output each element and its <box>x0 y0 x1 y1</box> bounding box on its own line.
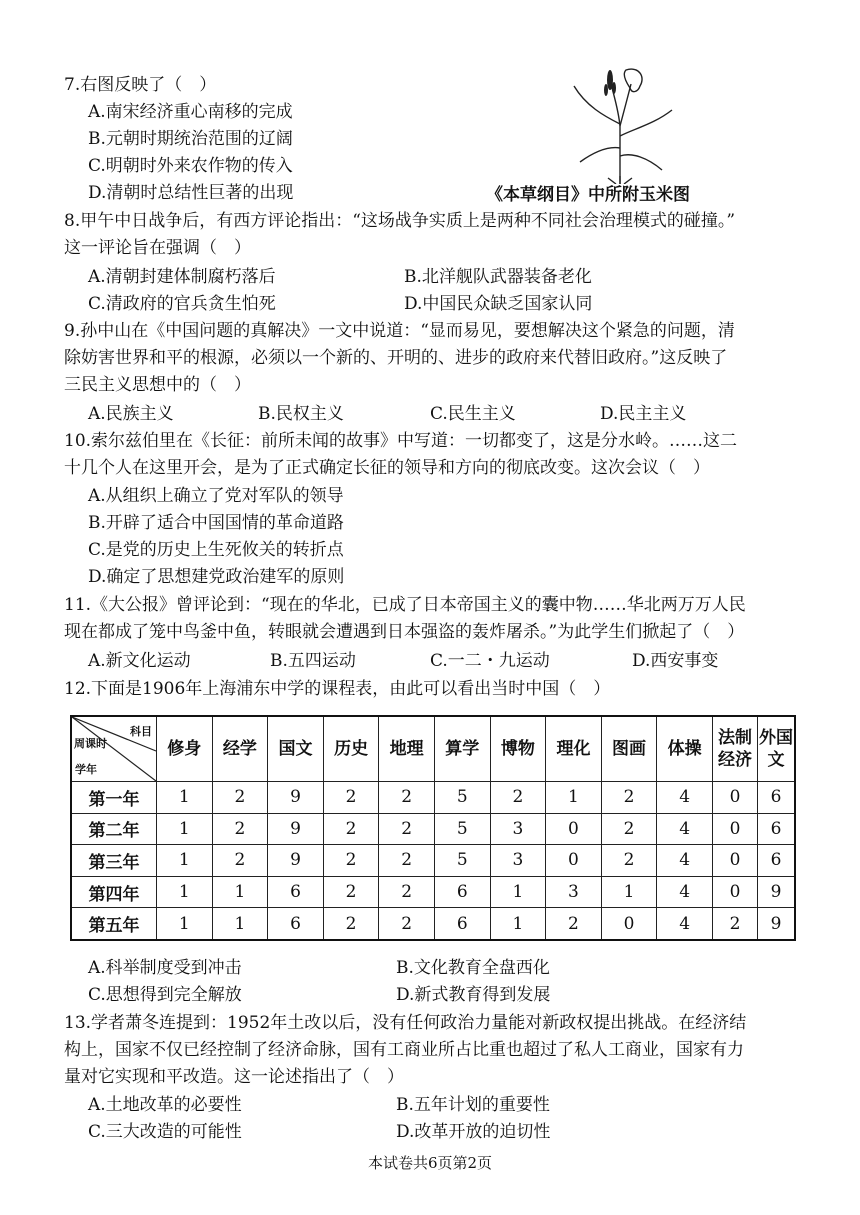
table-row <box>71 845 795 877</box>
q11-stem-line2: 现在都成了笼中鸟釜中鱼，转眼就会遭遇到日本强盗的轰炸屠杀。”为此学生们掀起了（ ） <box>64 622 745 642</box>
q13-stem-line1: 13.学者萧冬连提到：1952年土改以后，没有任何政治力量能对新政权提出挑战。在经济结 <box>64 1013 747 1033</box>
row-label: 第四年 <box>71 876 157 908</box>
table-cell: 6 <box>434 908 490 940</box>
column-header: 地理 <box>379 716 435 782</box>
q12-option-b: B.文化教育全盘西化 <box>396 958 550 978</box>
corner-subject-label: 科目 <box>130 725 152 738</box>
column-header: 博物 <box>490 716 546 782</box>
table-cell: 1 <box>157 813 213 845</box>
table-cell: 2 <box>323 782 379 814</box>
table-header-row <box>71 716 795 782</box>
row-label: 第五年 <box>71 908 157 940</box>
q8-stem-line1: 8.甲午中日战争后，有西方评论指出：“这场战争实质上是两种不同社会治理模式的碰撞。” <box>64 211 736 231</box>
table-cell: 0 <box>601 908 657 940</box>
column-header: 修身 <box>157 716 213 782</box>
table-cell: 1 <box>490 908 546 940</box>
q12-stem: 12.下面是1906年上海浦东中学的课程表，由此可以看出当时中国（ ） <box>64 679 611 699</box>
table-cell: 1 <box>157 845 213 877</box>
table-cell: 2 <box>212 813 268 845</box>
table-cell: 6 <box>434 876 490 908</box>
table-row <box>71 813 795 845</box>
table-cell: 1 <box>157 908 213 940</box>
q13-option-c: C.三大改造的可能性 <box>88 1122 242 1142</box>
q13-stem-line3: 量对它实现和平改造。这一论述指出了（ ） <box>64 1067 404 1087</box>
q7-option-b: B.元朝时期统治范围的辽阔 <box>88 129 293 149</box>
table-cell: 3 <box>546 876 602 908</box>
q12-option-c: C.思想得到完全解放 <box>88 985 242 1005</box>
table-cell: 0 <box>713 813 758 845</box>
table-cell: 5 <box>434 845 490 877</box>
column-header: 理化 <box>546 716 602 782</box>
column-header: 经学 <box>212 716 268 782</box>
corner-hours-label: 周课时 <box>74 737 107 750</box>
q8-stem-line2: 这一评论旨在强调（ ） <box>64 238 251 258</box>
row-label: 第一年 <box>71 782 157 814</box>
q13-option-b: B.五年计划的重要性 <box>396 1095 550 1115</box>
table-cell: 1 <box>601 876 657 908</box>
q13-option-d: D.改革开放的迫切性 <box>396 1122 551 1142</box>
table-cell: 4 <box>657 845 713 877</box>
q9-option-d: D.民主主义 <box>600 404 687 424</box>
q8-option-d: D.中国民众缺乏国家认同 <box>404 294 593 314</box>
table-cell: 9 <box>758 908 796 940</box>
q10-option-b: B.开辟了适合中国国情的革命道路 <box>88 513 344 533</box>
table-cell: 6 <box>758 845 796 877</box>
q10-option-c: C.是党的历史上生死攸关的转折点 <box>88 540 344 560</box>
table-cell: 9 <box>758 876 796 908</box>
table-cell: 5 <box>434 782 490 814</box>
table-cell: 2 <box>212 782 268 814</box>
q12-option-a: A.科举制度受到冲击 <box>88 958 242 978</box>
table-cell: 2 <box>323 845 379 877</box>
table-cell: 6 <box>758 813 796 845</box>
q7-option-c: C.明朝时外来农作物的传入 <box>88 156 293 176</box>
q7-stem: 7.右图反映了（ ） <box>64 75 217 95</box>
q13-stem-line2: 构上，国家不仅已经控制了经济命脉，国有工商业所占比重也超过了私人工商业，国家有力 <box>64 1040 744 1060</box>
table-cell: 1 <box>157 782 213 814</box>
table-cell: 2 <box>323 876 379 908</box>
table-cell: 2 <box>379 908 435 940</box>
table-cell: 2 <box>713 908 758 940</box>
q10-option-d: D.确定了思想建党政治建军的原则 <box>88 567 345 587</box>
table-cell: 1 <box>212 908 268 940</box>
q11-stem-line1: 11.《大公报》曾评论到：“现在的华北，已成了日本帝国主义的囊中物……华北两万万人民 <box>64 595 746 615</box>
q10-stem-line2: 十几个人在这里开会，是为了正式确定长征的领导和方向的彻底改变。这次会议（ ） <box>64 458 710 478</box>
q10-stem-line1: 10.索尔兹伯里在《长征：前所未闻的故事》中写道：一切都变了，这是分水岭。……这二 <box>64 431 738 451</box>
q8-option-a: A.清朝封建体制腐朽落后 <box>88 267 276 287</box>
corn-plant-illustration <box>568 66 676 184</box>
table-row <box>71 908 795 940</box>
table-cell: 0 <box>713 782 758 814</box>
table-cell: 2 <box>323 908 379 940</box>
table-cell: 1 <box>212 876 268 908</box>
table-cell: 2 <box>379 813 435 845</box>
column-header: 国文 <box>268 716 324 782</box>
table-cell: 2 <box>601 813 657 845</box>
q11-option-d: D.西安事变 <box>632 651 719 671</box>
row-label: 第二年 <box>71 813 157 845</box>
corner-year-label: 学年 <box>75 763 97 776</box>
q12-option-d: D.新式教育得到发展 <box>396 985 551 1005</box>
column-header: 历史 <box>323 716 379 782</box>
q11-option-a: A.新文化运动 <box>88 651 191 671</box>
table-cell: 0 <box>713 845 758 877</box>
table-cell: 4 <box>657 908 713 940</box>
q8-option-c: C.清政府的官兵贪生怕死 <box>88 294 276 314</box>
q9-option-c: C.民生主义 <box>430 404 516 424</box>
table-cell: 2 <box>601 845 657 877</box>
page-footer: 本试卷共6页第2页 <box>367 1154 493 1172</box>
column-header: 外国文 <box>758 716 796 782</box>
table-cell: 2 <box>379 876 435 908</box>
column-header: 法制经济 <box>713 716 758 782</box>
q7-illustration-caption: 《本草纲目》中所附玉米图 <box>486 185 690 205</box>
table-cell: 3 <box>490 813 546 845</box>
q7-option-d: D.清朝时总结性巨著的出现 <box>88 183 294 203</box>
table-corner-cell <box>71 716 157 782</box>
table-cell: 9 <box>268 845 324 877</box>
q13-option-a: A.土地改革的必要性 <box>88 1095 242 1115</box>
table-cell: 1 <box>490 876 546 908</box>
q11-option-b: B.五四运动 <box>270 651 356 671</box>
table-cell: 4 <box>657 782 713 814</box>
table-cell: 9 <box>268 782 324 814</box>
table-cell: 0 <box>546 845 602 877</box>
table-cell: 2 <box>490 782 546 814</box>
q7-option-a: A.南宋经济重心南移的完成 <box>88 102 293 122</box>
column-header: 图画 <box>601 716 657 782</box>
table-cell: 6 <box>268 876 324 908</box>
table-cell: 6 <box>758 782 796 814</box>
table-cell: 2 <box>323 813 379 845</box>
row-label: 第三年 <box>71 845 157 877</box>
table-cell: 6 <box>268 908 324 940</box>
table-body <box>71 782 795 941</box>
column-header: 算学 <box>434 716 490 782</box>
q9-stem-line1: 9.孙中山在《中国问题的真解决》一文中说道：“显而易见，要想解决这个紧急的问题，清 <box>64 321 735 341</box>
table-cell: 9 <box>268 813 324 845</box>
q9-stem-line3: 三民主义思想中的（ ） <box>64 375 251 395</box>
table-cell: 1 <box>546 782 602 814</box>
table-cell: 0 <box>713 876 758 908</box>
column-header: 体操 <box>657 716 713 782</box>
table-cell: 2 <box>546 908 602 940</box>
q9-stem-line2: 除妨害世界和平的根源，必须以一个新的、开明的、进步的政府来代替旧政府。”这反映了 <box>64 348 728 368</box>
q8-option-b: B.北洋舰队武器装备老化 <box>404 267 592 287</box>
q10-option-a: A.从组织上确立了党对军队的领导 <box>88 486 344 506</box>
table-cell: 2 <box>379 782 435 814</box>
table-cell: 3 <box>490 845 546 877</box>
course-schedule-table <box>70 715 796 941</box>
table-cell: 1 <box>157 876 213 908</box>
table-cell: 2 <box>379 845 435 877</box>
q9-option-a: A.民族主义 <box>88 404 174 424</box>
table-cell: 2 <box>601 782 657 814</box>
table-cell: 4 <box>657 876 713 908</box>
table-cell: 4 <box>657 813 713 845</box>
table-cell: 2 <box>212 845 268 877</box>
table-row <box>71 782 795 814</box>
q9-option-b: B.民权主义 <box>258 404 344 424</box>
table-cell: 0 <box>546 813 602 845</box>
table-cell: 5 <box>434 813 490 845</box>
q11-option-c: C.一二・九运动 <box>430 651 550 671</box>
table-row <box>71 876 795 908</box>
